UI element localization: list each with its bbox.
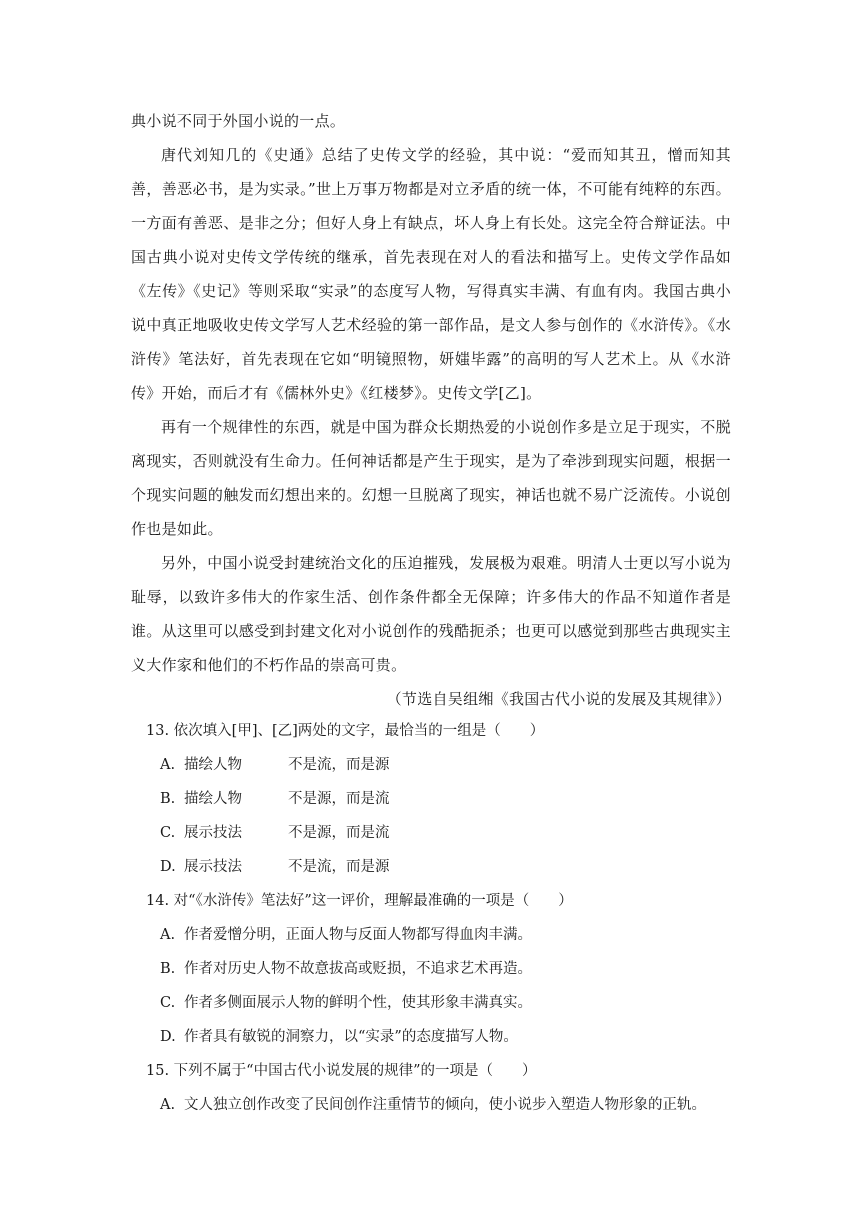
option-letter: A.	[160, 927, 176, 943]
option-text: 作者对历史人物不故意拔高或贬损，不追求艺术再造。	[184, 961, 532, 977]
question-list	[146, 714, 746, 1122]
option-part-2: 不是源，而是流	[288, 791, 390, 807]
passage-paragraph: 再有一个规律性的东西，就是中国为群众长期热爱的小说创作多是立足于现实，不脱离现实，否则就没有生命力。任何神话都是产生于现实，是为了牵涉到现实问题，根据一个现实问题的触发而幻想出来的。幻想一旦脱离了现实，神话也就不易广泛流传。小说创作也是如此。	[131, 418, 731, 538]
question-13-option-a	[146, 748, 746, 782]
option-part-1: 描绘人物	[184, 791, 242, 807]
option-text: 文人独立创作改变了民间创作注重情节的倾向，使小说步入塑造人物形象的正轨。	[184, 1097, 706, 1113]
question-14-option-d	[146, 1020, 746, 1054]
passage-source: （节选自吴组缃《我国古代小说的发展及其规律》）	[386, 690, 731, 708]
question-14-option-c	[146, 986, 746, 1020]
option-part-1: 描绘人物	[184, 757, 242, 773]
option-part-1: 展示技法	[184, 859, 242, 875]
question-13-option-b	[146, 782, 746, 816]
question-13-stem: 13. 依次填入[甲]、[乙]两处的文字，最恰当的一组是（ ）	[146, 723, 545, 739]
option-letter: A.	[160, 757, 176, 773]
question-13-option-c	[146, 816, 746, 850]
passage-paragraph-continuation: 典小说不同于外国小说的一点。	[131, 112, 346, 130]
option-part-1: 展示技法	[184, 825, 242, 841]
option-part-2: 不是流，而是源	[288, 757, 390, 773]
option-letter: C.	[160, 995, 176, 1011]
option-letter: B.	[160, 961, 176, 977]
option-part-2: 不是流，而是源	[288, 859, 390, 875]
question-14-option-b	[146, 952, 746, 986]
passage-paragraph: 唐代刘知几的《史通》总结了史传文学的经验，其中说：“爱而知其丑，憎而知其善，善恶必书，是为实录。”世上万事万物都是对立矛盾的统一体，不可能有纯粹的东西。一方面有善恶、是非之分；但好人身上有缺点，坏人身上有长处。这完全符合辩证法。中国古典小说对史传文学传统的继承，首先表现在对人的看法和描写上。史传文学作品如《左传》《史记》等则采取“实录”的态度写人物，写得真实丰满、有血有肉。我国古典小说中真正地吸收史传文学写人艺术经验的第一部作品，是文人参与创作的《水浒传》。《水浒传》笔法好，首先表现在它如“明镜照物，妍媸毕露”的高明的写人艺术上。从《水浒传》开始，而后才有《儒林外史》《红楼梦》。史传文学[乙]。	[131, 146, 731, 402]
option-part-2: 不是源，而是流	[288, 825, 390, 841]
option-text: 作者具有敏锐的洞察力，以“实录”的态度描写人物。	[184, 1029, 518, 1045]
question-14-stem: 14. 对“《水浒传》笔法好”这一评价，理解最准确的一项是（ ）	[146, 893, 573, 909]
reading-passage	[131, 104, 731, 716]
question-14-option-a	[146, 918, 746, 952]
option-text: 作者爱憎分明，正面人物与反面人物都写得血肉丰满。	[184, 927, 532, 943]
question-15-option-a	[146, 1088, 746, 1122]
option-text: 作者多侧面展示人物的鲜明个性，使其形象丰满真实。	[184, 995, 532, 1011]
option-letter: C.	[160, 825, 176, 841]
question-15-stem: 15. 下列不属于“中国古代小说发展的规律”的一项是（ ）	[146, 1063, 537, 1079]
question-13-option-d	[146, 850, 746, 884]
passage-paragraph: 另外，中国小说受封建统治文化的压迫摧残，发展极为艰难。明清人士更以写小说为耻辱，以致许多伟大的作家生活、创作条件都全无保障；许多伟大的作品不知道作者是谁。从这里可以感受到封建文化对小说创作的残酷扼杀；也更可以感觉到那些古典现实主义大作家和他们的不朽作品的崇高可贵。	[131, 554, 731, 674]
option-letter: B.	[160, 791, 176, 807]
option-letter: D.	[160, 1029, 176, 1045]
option-letter: D.	[160, 859, 176, 875]
option-letter: A.	[160, 1097, 176, 1113]
